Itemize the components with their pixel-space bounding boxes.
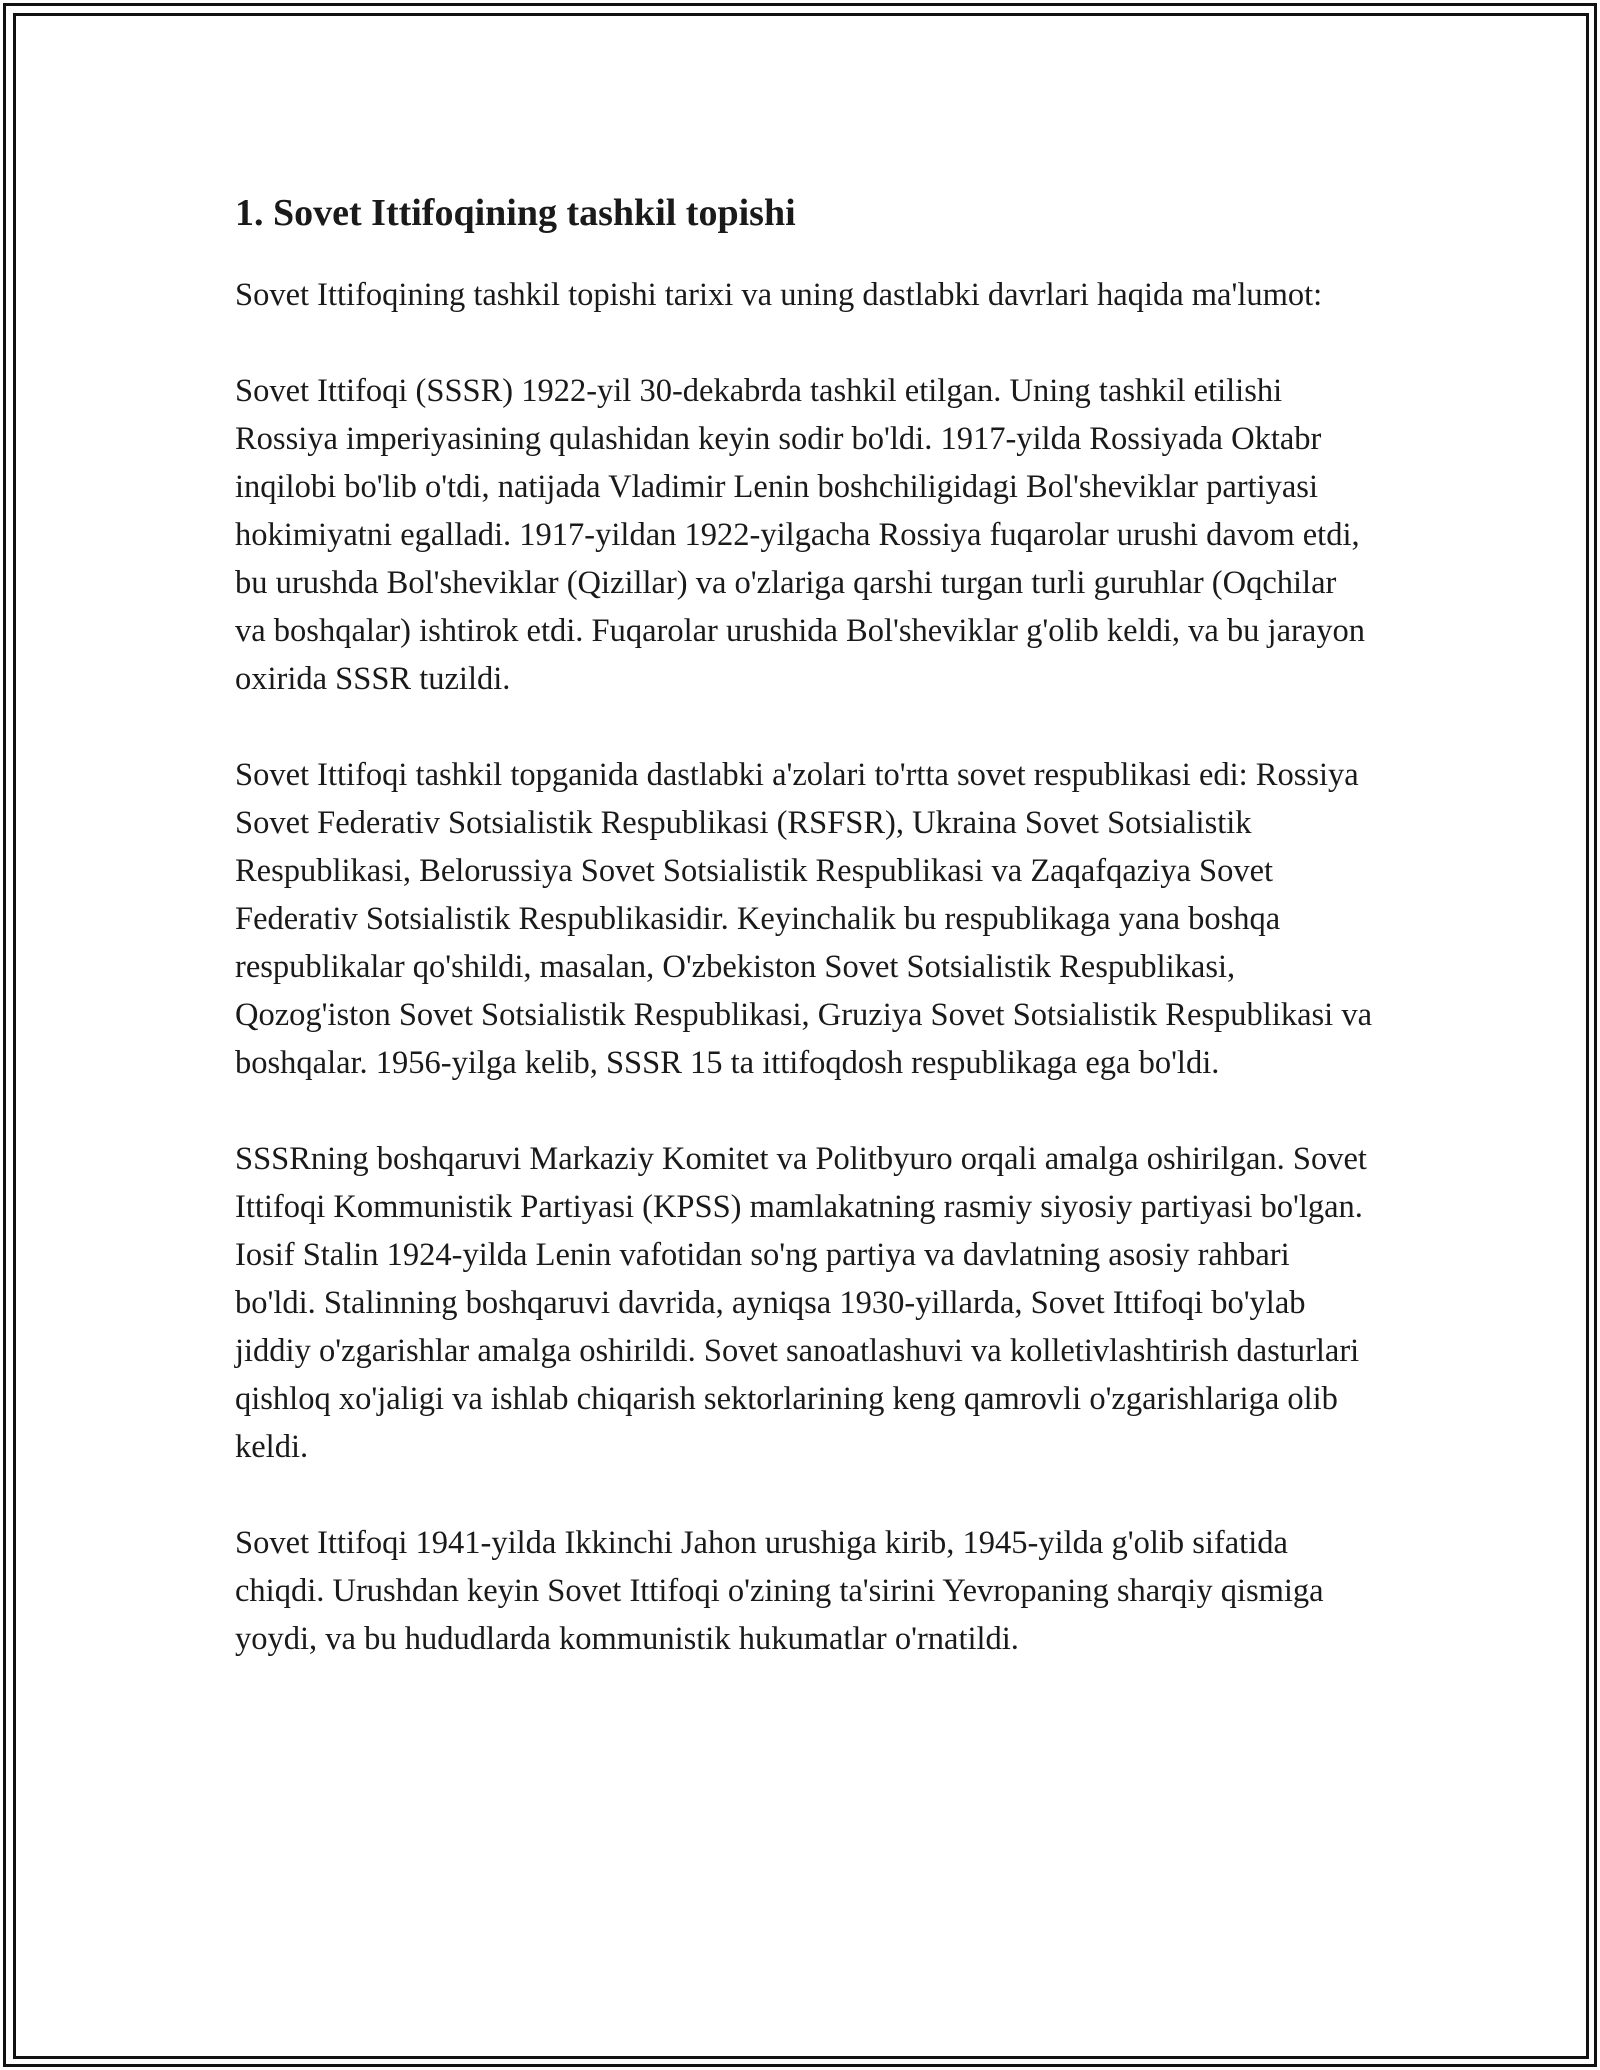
paragraph-formation: Sovet Ittifoqi (SSSR) 1922-yil 30-dekabrda tashkil etilgan. Uning tashkil etilishi Rossiya imperiyasining qulashidan keyin sodir bo'ldi. 1917-yilda Rossiyada Oktabr inqilobi bo'lib o'tdi, natijada Vladimir Lenin boshchiligidagi Bol'sheviklar partiyasi hokimiyatni egalladi. 1917-yildan 1922-yilgacha Rossiya fuqarolar urushi davom etdi, bu urushda Bol'sheviklar (Qizillar) va o'zlariga qarshi turgan turli guruhlar (Oqchilar va boshqalar) ishtirok etdi. Fuqarolar urushida Bol'sheviklar g'olib keldi, va bu jarayon oxirida SSSR tuzildi. (235, 373, 1366, 697)
paragraph-ww2: Sovet Ittifoqi 1941-yilda Ikkinchi Jahon urushiga kirib, 1945-yilda g'olib sifatida chiqdi. Urushdan keyin Sovet Ittifoqi o'zining ta'sirini Yevropaning sharqiy qismiga yoydi, va bu hududlarda kommunistik hukumatlar o'rnatildi. (235, 1525, 1324, 1657)
intro-paragraph: Sovet Ittifoqining tashkil topishi tarixi va uning dastlabki davrlari haqida ma'lumot: (235, 277, 1323, 313)
paragraph-republics: Sovet Ittifoqi tashkil topganida dastlabki a'zolari to'rtta sovet respublikasi edi: Rossiya Sovet Federativ Sotsialistik Respublikasi (RSFSR), Ukraina Sovet Sotsialistik Respublikasi, Belorussiya Sovet Sotsialistik Respublikasi va Zaqafqaziya Sovet Federativ Sotsialistik Respublikasidir. Keyinchalik bu respublikaga yana boshqa respublikalar qo'shildi, masalan, O'zbekiston Sovet Sotsialistik Respublikasi, Qozog'iston Sovet Sotsialistik Respublikasi, Gruziya Sovet Sotsialistik Respublikasi va boshqalar. 1956-yilga kelib, SSSR 15 ta ittifoqdosh respublikaga ega bo'ldi. (235, 757, 1373, 1081)
paragraph-governance: SSSRning boshqaruvi Markaziy Komitet va Politbyuro orqali amalga oshirilgan. Sovet Ittifoqi Kommunistik Partiyasi (KPSS) mamlakatning rasmiy siyosiy partiyasi bo'lgan. Iosif Stalin 1924-yilda Lenin vafotidan so'ng partiya va davlatning asosiy rahbari bo'ldi. Stalinning boshqaruvi davrida, ayniqsa 1930-yillarda, Sovet Ittifoqi bo'ylab jiddiy o'zgarishlar amalga oshirildi. Sovet sanoatlashuvi va kolletivlashtirish dasturlari qishloq xo'jaligi va ishlab chiqarish sektorlarining keng qamrovli o'zgarishlariga olib keldi. (235, 1141, 1367, 1465)
section-heading: 1. Sovet Ittifoqining tashkil topishi (235, 192, 796, 234)
document-body (235, 183, 1375, 1711)
